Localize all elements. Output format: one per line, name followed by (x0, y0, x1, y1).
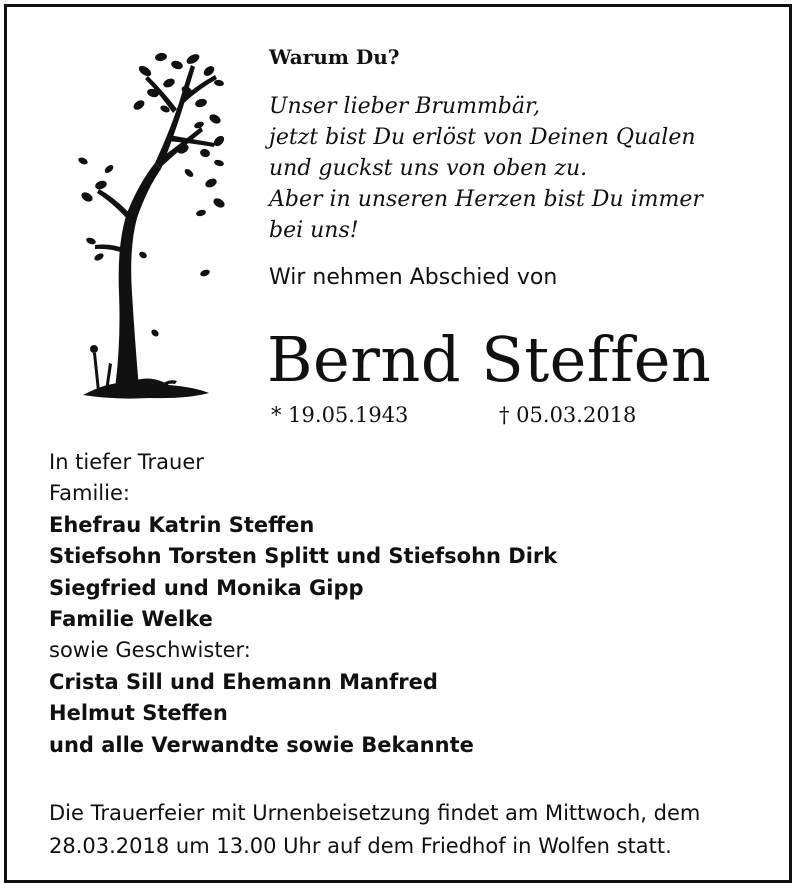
mourner-line: Siegfried und Monika Gipp (49, 575, 364, 600)
poem-line: Unser lieber Brummbär, (269, 94, 541, 119)
poem-line: jetzt bist Du erlöst von Deinen Qualen (269, 125, 696, 150)
mourner-line: Stiefsohn Torsten Splitt und Stiefsohn Dirk (49, 544, 558, 569)
mourner-line: sowie Geschwister: (49, 638, 251, 663)
heading: Warum Du? (269, 45, 400, 69)
mourners-list (49, 447, 557, 761)
birth-date: * 19.05.1943 (271, 403, 409, 427)
mourner-line: Crista Sill und Ehemann Manfred (49, 669, 438, 694)
poem-line: Aber in unseren Herzen bist Du immer (269, 187, 703, 212)
mourner-line: Ehefrau Katrin Steffen (49, 512, 315, 537)
mourner-line: Familie Welke (49, 607, 213, 632)
mourner-line: In tiefer Trauer (49, 450, 204, 474)
death-date: † 05.03.2018 (499, 403, 637, 427)
obituary-card (4, 4, 792, 883)
notice-line: Die Trauerfeier mit Urnenbeisetzung findet am Mittwoch, dem (49, 801, 701, 825)
poem-line: bei uns! (269, 218, 359, 243)
mourner-line: und alle Verwandte sowie Bekannte (49, 732, 474, 757)
deceased-name: Bernd Steffen (267, 323, 712, 396)
mourner-line: Helmut Steffen (49, 701, 228, 726)
tree-icon (69, 43, 229, 403)
poem-line: und guckst uns von oben zu. (269, 156, 588, 181)
mourner-line: Familie: (49, 481, 130, 506)
funeral-notice (49, 797, 700, 863)
notice-line: 28.03.2018 um 13.00 Uhr auf dem Friedhof in Wolfen statt. (49, 834, 672, 858)
poem (269, 91, 703, 246)
intro-text: Wir nehmen Abschied von (269, 265, 558, 290)
